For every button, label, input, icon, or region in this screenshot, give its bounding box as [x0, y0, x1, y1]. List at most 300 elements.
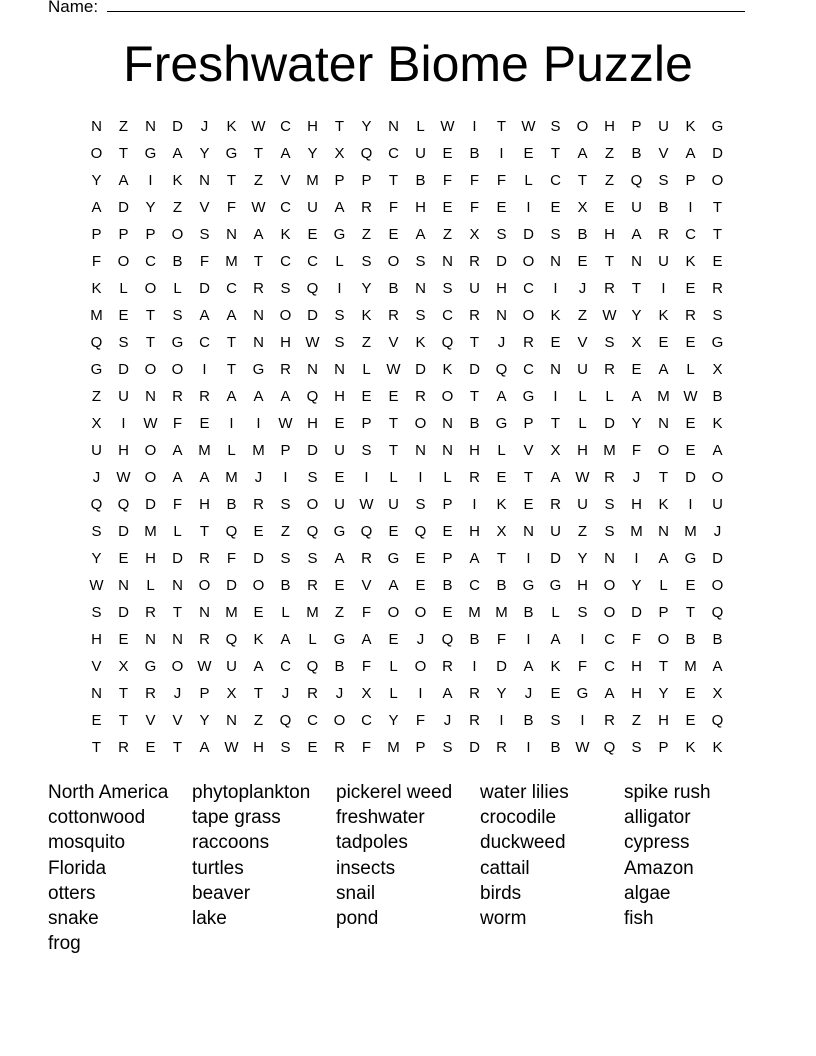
grid-letter[interactable]: T — [523, 469, 534, 486]
grid-letter[interactable]: A — [199, 739, 210, 756]
grid-letter[interactable]: M — [225, 604, 238, 621]
grid-letter[interactable]: B — [172, 253, 183, 270]
grid-letter[interactable]: O — [657, 631, 670, 648]
grid-letter[interactable]: T — [631, 280, 642, 297]
grid-letter[interactable]: S — [604, 334, 615, 351]
grid-letter[interactable]: W — [305, 334, 320, 351]
grid-letter[interactable]: Q — [306, 388, 319, 405]
grid-letter[interactable]: R — [469, 685, 480, 702]
grid-letter[interactable]: L — [389, 658, 398, 675]
grid-letter[interactable]: E — [442, 604, 453, 621]
grid-letter[interactable]: K — [685, 118, 696, 135]
grid-letter[interactable]: S — [604, 496, 615, 513]
grid-letter[interactable]: L — [146, 577, 155, 594]
grid-letter[interactable]: S — [631, 739, 642, 756]
grid-letter[interactable]: E — [361, 388, 372, 405]
grid-letter[interactable]: C — [280, 253, 291, 270]
grid-letter[interactable]: R — [307, 577, 318, 594]
grid-letter[interactable]: P — [280, 442, 291, 459]
grid-letter[interactable]: V — [280, 172, 291, 189]
grid-letter[interactable]: E — [388, 226, 399, 243]
grid-letter[interactable]: L — [659, 577, 668, 594]
grid-letter[interactable]: V — [145, 712, 156, 729]
grid-letter[interactable]: Y — [145, 199, 156, 216]
grid-letter[interactable]: A — [253, 658, 264, 675]
grid-letter[interactable]: U — [712, 496, 723, 513]
grid-letter[interactable]: R — [172, 388, 183, 405]
grid-letter[interactable]: R — [712, 280, 723, 297]
grid-letter[interactable]: C — [388, 145, 399, 162]
grid-letter[interactable]: S — [91, 523, 102, 540]
grid-letter[interactable]: F — [496, 631, 507, 648]
grid-letter[interactable]: N — [145, 388, 156, 405]
grid-letter[interactable]: H — [658, 712, 669, 729]
grid-letter[interactable]: O — [171, 226, 184, 243]
grid-letter[interactable]: C — [280, 658, 291, 675]
grid-letter[interactable]: A — [253, 388, 264, 405]
grid-letter[interactable]: K — [442, 361, 453, 378]
grid-letter[interactable]: H — [145, 550, 156, 567]
grid-letter[interactable]: P — [361, 415, 372, 432]
grid-letter[interactable]: Z — [334, 604, 345, 621]
grid-letter[interactable]: H — [280, 334, 291, 351]
grid-letter[interactable]: B — [442, 577, 453, 594]
grid-letter[interactable]: E — [118, 631, 129, 648]
grid-letter[interactable]: O — [144, 469, 157, 486]
grid-letter[interactable]: H — [577, 577, 588, 594]
grid-letter[interactable]: U — [118, 388, 129, 405]
grid-letter[interactable]: T — [145, 334, 156, 351]
grid-letter[interactable]: L — [578, 415, 587, 432]
grid-letter[interactable]: B — [631, 145, 642, 162]
grid-letter[interactable]: W — [575, 739, 590, 756]
grid-letter[interactable]: I — [472, 118, 477, 135]
grid-letter[interactable]: K — [361, 307, 372, 324]
grid-letter[interactable]: E — [334, 469, 345, 486]
grid-letter[interactable]: T — [469, 334, 480, 351]
grid-letter[interactable]: U — [577, 496, 588, 513]
grid-letter[interactable]: N — [388, 118, 399, 135]
grid-letter[interactable]: M — [198, 442, 211, 459]
grid-letter[interactable]: C — [199, 334, 210, 351]
grid-letter[interactable]: N — [91, 118, 102, 135]
grid-letter[interactable]: R — [469, 307, 480, 324]
grid-letter[interactable]: G — [522, 577, 535, 594]
grid-letter[interactable]: W — [386, 361, 401, 378]
grid-letter[interactable]: N — [523, 523, 534, 540]
grid-letter[interactable]: Q — [306, 280, 319, 297]
grid-letter[interactable]: P — [334, 172, 345, 189]
grid-letter[interactable]: B — [280, 577, 291, 594]
grid-letter[interactable]: D — [118, 361, 129, 378]
grid-letter[interactable]: I — [580, 631, 585, 648]
grid-letter[interactable]: O — [198, 577, 211, 594]
grid-letter[interactable]: A — [415, 226, 426, 243]
grid-letter[interactable]: Q — [90, 334, 103, 351]
grid-letter[interactable]: A — [550, 469, 561, 486]
grid-letter[interactable]: U — [658, 118, 669, 135]
grid-letter[interactable]: E — [523, 496, 534, 513]
grid-letter[interactable]: D — [415, 361, 426, 378]
grid-letter[interactable]: B — [577, 226, 588, 243]
grid-letter[interactable]: D — [631, 604, 642, 621]
grid-letter[interactable]: E — [199, 415, 210, 432]
grid-letter[interactable]: T — [685, 604, 696, 621]
grid-letter[interactable]: K — [685, 739, 696, 756]
grid-letter[interactable]: D — [469, 739, 480, 756]
grid-letter[interactable]: E — [496, 469, 507, 486]
grid-letter[interactable]: H — [253, 739, 264, 756]
grid-letter[interactable]: P — [118, 226, 129, 243]
grid-letter[interactable]: B — [226, 496, 237, 513]
grid-letter[interactable]: B — [334, 658, 345, 675]
grid-letter[interactable]: F — [469, 172, 480, 189]
grid-letter[interactable]: M — [144, 523, 157, 540]
grid-letter[interactable]: E — [685, 442, 696, 459]
grid-letter[interactable]: W — [359, 496, 374, 513]
grid-letter[interactable]: H — [307, 118, 318, 135]
grid-letter[interactable]: E — [307, 226, 318, 243]
grid-letter[interactable]: K — [280, 226, 291, 243]
grid-letter[interactable]: G — [387, 550, 400, 567]
grid-letter[interactable]: Y — [388, 712, 399, 729]
grid-letter[interactable]: G — [549, 577, 562, 594]
grid-letter[interactable]: H — [91, 631, 102, 648]
grid-letter[interactable]: P — [415, 739, 426, 756]
grid-letter[interactable]: J — [443, 712, 452, 729]
grid-letter[interactable]: N — [334, 361, 345, 378]
grid-letter[interactable]: A — [280, 388, 291, 405]
grid-letter[interactable]: T — [496, 118, 507, 135]
grid-letter[interactable]: Q — [414, 523, 427, 540]
grid-letter[interactable]: T — [550, 415, 561, 432]
grid-letter[interactable]: S — [334, 307, 345, 324]
grid-letter[interactable]: D — [604, 415, 615, 432]
grid-letter[interactable]: S — [442, 739, 453, 756]
grid-letter[interactable]: O — [387, 253, 400, 270]
grid-letter[interactable]: D — [145, 496, 156, 513]
grid-letter[interactable]: J — [578, 280, 587, 297]
grid-letter[interactable]: A — [172, 145, 183, 162]
grid-letter[interactable]: F — [361, 739, 372, 756]
grid-letter[interactable]: K — [496, 496, 507, 513]
grid-letter[interactable]: O — [414, 415, 427, 432]
grid-letter[interactable]: Q — [603, 739, 616, 756]
grid-letter[interactable]: E — [685, 685, 696, 702]
grid-letter[interactable]: X — [712, 685, 723, 702]
grid-letter[interactable]: G — [576, 685, 589, 702]
grid-letter[interactable]: R — [199, 388, 210, 405]
grid-letter[interactable]: K — [712, 739, 723, 756]
grid-letter[interactable]: S — [577, 604, 588, 621]
grid-letter[interactable]: J — [524, 685, 533, 702]
grid-letter[interactable]: A — [604, 685, 615, 702]
grid-letter[interactable]: A — [631, 226, 642, 243]
grid-letter[interactable]: D — [469, 361, 480, 378]
grid-letter[interactable]: C — [685, 226, 696, 243]
grid-letter[interactable]: A — [658, 361, 669, 378]
grid-letter[interactable]: E — [658, 334, 669, 351]
grid-letter[interactable]: T — [118, 712, 129, 729]
grid-letter[interactable]: I — [526, 550, 531, 567]
grid-letter[interactable]: D — [307, 442, 318, 459]
grid-letter[interactable]: D — [685, 469, 696, 486]
grid-letter[interactable]: O — [387, 604, 400, 621]
grid-letter[interactable]: Q — [441, 631, 454, 648]
grid-letter[interactable]: Q — [225, 631, 238, 648]
grid-letter[interactable]: O — [603, 577, 616, 594]
grid-letter[interactable]: N — [91, 685, 102, 702]
grid-letter[interactable]: K — [415, 334, 426, 351]
grid-letter[interactable]: J — [281, 685, 290, 702]
grid-letter[interactable]: V — [523, 442, 534, 459]
grid-letter[interactable]: H — [118, 442, 129, 459]
grid-letter[interactable]: L — [389, 685, 398, 702]
grid-letter[interactable]: K — [226, 118, 237, 135]
grid-letter[interactable]: T — [712, 226, 723, 243]
grid-letter[interactable]: I — [499, 712, 504, 729]
grid-letter[interactable]: I — [229, 415, 234, 432]
grid-letter[interactable]: M — [387, 739, 400, 756]
grid-letter[interactable]: N — [550, 361, 561, 378]
name-underline[interactable] — [107, 0, 745, 12]
grid-letter[interactable]: U — [658, 253, 669, 270]
grid-letter[interactable]: W — [197, 658, 212, 675]
grid-letter[interactable]: T — [118, 685, 129, 702]
grid-letter[interactable]: W — [116, 469, 131, 486]
grid-letter[interactable]: R — [685, 307, 696, 324]
grid-letter[interactable]: R — [604, 361, 615, 378]
grid-letter[interactable]: A — [172, 442, 183, 459]
grid-letter[interactable]: J — [173, 685, 182, 702]
grid-letter[interactable]: P — [631, 118, 642, 135]
grid-letter[interactable]: S — [280, 550, 291, 567]
grid-letter[interactable]: A — [361, 631, 372, 648]
grid-letter[interactable]: T — [550, 145, 561, 162]
grid-letter[interactable]: R — [604, 280, 615, 297]
grid-letter[interactable]: R — [199, 631, 210, 648]
grid-letter[interactable]: O — [279, 307, 292, 324]
grid-letter[interactable]: H — [199, 496, 210, 513]
grid-letter[interactable]: F — [496, 172, 507, 189]
grid-letter[interactable]: G — [144, 145, 157, 162]
grid-letter[interactable]: R — [145, 685, 156, 702]
grid-letter[interactable]: X — [631, 334, 642, 351]
grid-letter[interactable]: A — [442, 685, 453, 702]
grid-letter[interactable]: P — [658, 739, 669, 756]
grid-letter[interactable]: I — [472, 658, 477, 675]
grid-letter[interactable]: E — [334, 415, 345, 432]
grid-letter[interactable]: E — [604, 199, 615, 216]
grid-letter[interactable]: C — [604, 631, 615, 648]
grid-letter[interactable]: M — [306, 604, 319, 621]
grid-letter[interactable]: F — [469, 199, 480, 216]
grid-letter[interactable]: L — [686, 361, 695, 378]
grid-letter[interactable]: Y — [91, 172, 102, 189]
grid-letter[interactable]: D — [118, 199, 129, 216]
grid-letter[interactable]: T — [496, 550, 507, 567]
grid-letter[interactable]: O — [441, 388, 454, 405]
grid-letter[interactable]: P — [442, 496, 453, 513]
grid-letter[interactable]: Q — [495, 361, 508, 378]
grid-letter[interactable]: E — [496, 199, 507, 216]
grid-letter[interactable]: Z — [577, 307, 588, 324]
grid-letter[interactable]: I — [364, 469, 369, 486]
grid-letter[interactable]: A — [334, 550, 345, 567]
grid-letter[interactable]: A — [172, 469, 183, 486]
grid-letter[interactable]: L — [173, 280, 182, 297]
grid-letter[interactable]: T — [226, 172, 237, 189]
grid-letter[interactable]: G — [90, 361, 103, 378]
grid-letter[interactable]: P — [685, 172, 696, 189]
grid-letter[interactable]: T — [172, 604, 183, 621]
grid-letter[interactable]: H — [604, 226, 615, 243]
grid-letter[interactable]: L — [605, 388, 614, 405]
grid-letter[interactable]: G — [225, 145, 238, 162]
grid-letter[interactable]: C — [145, 253, 156, 270]
grid-letter[interactable]: X — [496, 523, 507, 540]
grid-letter[interactable]: Q — [90, 496, 103, 513]
grid-letter[interactable]: L — [497, 442, 506, 459]
grid-letter[interactable]: E — [91, 712, 102, 729]
grid-letter[interactable]: I — [553, 280, 558, 297]
grid-letter[interactable]: S — [334, 334, 345, 351]
grid-letter[interactable]: F — [226, 550, 237, 567]
grid-letter[interactable]: Z — [172, 199, 183, 216]
grid-letter[interactable]: M — [603, 442, 616, 459]
grid-letter[interactable]: B — [550, 739, 561, 756]
grid-letter[interactable]: J — [254, 469, 263, 486]
grid-letter[interactable]: N — [604, 550, 615, 567]
grid-letter[interactable]: N — [658, 415, 669, 432]
grid-letter[interactable]: A — [631, 388, 642, 405]
grid-letter[interactable]: K — [550, 658, 561, 675]
grid-letter[interactable]: C — [523, 361, 534, 378]
grid-letter[interactable]: N — [145, 118, 156, 135]
grid-letter[interactable]: T — [712, 199, 723, 216]
grid-letter[interactable]: M — [306, 172, 319, 189]
grid-letter[interactable]: O — [117, 253, 130, 270]
grid-letter[interactable]: T — [145, 307, 156, 324]
grid-letter[interactable]: V — [361, 577, 372, 594]
grid-letter[interactable]: O — [711, 577, 724, 594]
grid-letter[interactable]: G — [333, 523, 346, 540]
grid-letter[interactable]: E — [118, 307, 129, 324]
grid-letter[interactable]: A — [577, 145, 588, 162]
grid-letter[interactable]: A — [523, 658, 534, 675]
grid-letter[interactable]: Y — [91, 550, 102, 567]
grid-letter[interactable]: D — [712, 550, 723, 567]
grid-letter[interactable]: Z — [361, 334, 372, 351]
grid-letter[interactable]: R — [388, 307, 399, 324]
grid-letter[interactable]: G — [711, 334, 724, 351]
grid-letter[interactable]: I — [688, 496, 693, 513]
grid-letter[interactable]: W — [224, 739, 239, 756]
grid-letter[interactable]: T — [604, 253, 615, 270]
grid-letter[interactable]: N — [172, 577, 183, 594]
grid-letter[interactable]: J — [497, 334, 506, 351]
grid-letter[interactable]: R — [361, 550, 372, 567]
grid-letter[interactable]: I — [121, 415, 126, 432]
grid-letter[interactable]: J — [335, 685, 344, 702]
grid-letter[interactable]: S — [307, 550, 318, 567]
grid-letter[interactable]: G — [171, 334, 184, 351]
grid-letter[interactable]: U — [307, 199, 318, 216]
grid-letter[interactable]: Y — [199, 145, 210, 162]
grid-letter[interactable]: B — [685, 631, 696, 648]
grid-letter[interactable]: N — [442, 442, 453, 459]
grid-letter[interactable]: O — [414, 604, 427, 621]
grid-letter[interactable]: E — [388, 388, 399, 405]
grid-letter[interactable]: Q — [360, 145, 373, 162]
grid-letter[interactable]: E — [388, 631, 399, 648]
grid-letter[interactable]: K — [712, 415, 723, 432]
grid-letter[interactable]: G — [144, 658, 157, 675]
grid-letter[interactable]: H — [307, 415, 318, 432]
grid-letter[interactable]: T — [253, 685, 264, 702]
grid-letter[interactable]: V — [577, 334, 588, 351]
grid-letter[interactable]: C — [280, 199, 291, 216]
grid-letter[interactable]: U — [388, 496, 399, 513]
grid-letter[interactable]: M — [468, 604, 481, 621]
grid-letter[interactable]: X — [226, 685, 237, 702]
grid-letter[interactable]: U — [469, 280, 480, 297]
grid-letter[interactable]: R — [307, 685, 318, 702]
grid-letter[interactable]: T — [91, 739, 102, 756]
grid-letter[interactable]: U — [415, 145, 426, 162]
grid-letter[interactable]: T — [388, 172, 399, 189]
grid-letter[interactable]: Q — [306, 523, 319, 540]
grid-letter[interactable]: A — [280, 145, 291, 162]
grid-letter[interactable]: F — [361, 658, 372, 675]
grid-letter[interactable]: L — [281, 604, 290, 621]
grid-letter[interactable]: E — [550, 334, 561, 351]
grid-letter[interactable]: B — [496, 577, 507, 594]
grid-letter[interactable]: X — [118, 658, 129, 675]
grid-letter[interactable]: H — [631, 496, 642, 513]
grid-letter[interactable]: S — [172, 307, 183, 324]
grid-letter[interactable]: O — [333, 712, 346, 729]
grid-letter[interactable]: X — [577, 199, 588, 216]
grid-letter[interactable]: I — [526, 739, 531, 756]
grid-letter[interactable]: J — [416, 631, 425, 648]
grid-letter[interactable]: H — [496, 280, 507, 297]
grid-letter[interactable]: E — [145, 739, 156, 756]
grid-letter[interactable]: B — [523, 604, 534, 621]
grid-letter[interactable]: G — [495, 415, 508, 432]
grid-letter[interactable]: D — [550, 550, 561, 567]
grid-letter[interactable]: V — [91, 658, 102, 675]
grid-letter[interactable]: N — [415, 442, 426, 459]
grid-letter[interactable]: R — [253, 280, 264, 297]
grid-letter[interactable]: G — [333, 631, 346, 648]
grid-letter[interactable]: T — [658, 469, 669, 486]
grid-letter[interactable]: K — [658, 307, 669, 324]
grid-letter[interactable]: F — [388, 199, 399, 216]
grid-letter[interactable]: S — [280, 739, 291, 756]
grid-letter[interactable]: Z — [604, 145, 615, 162]
grid-letter[interactable]: W — [143, 415, 158, 432]
grid-letter[interactable]: A — [712, 442, 723, 459]
grid-letter[interactable]: F — [361, 604, 372, 621]
grid-letter[interactable]: Z — [604, 172, 615, 189]
grid-letter[interactable]: T — [577, 172, 588, 189]
grid-letter[interactable]: R — [253, 496, 264, 513]
grid-letter[interactable]: Z — [631, 712, 642, 729]
grid-letter[interactable]: J — [92, 469, 101, 486]
grid-letter[interactable]: D — [172, 118, 183, 135]
grid-letter[interactable]: B — [469, 145, 480, 162]
